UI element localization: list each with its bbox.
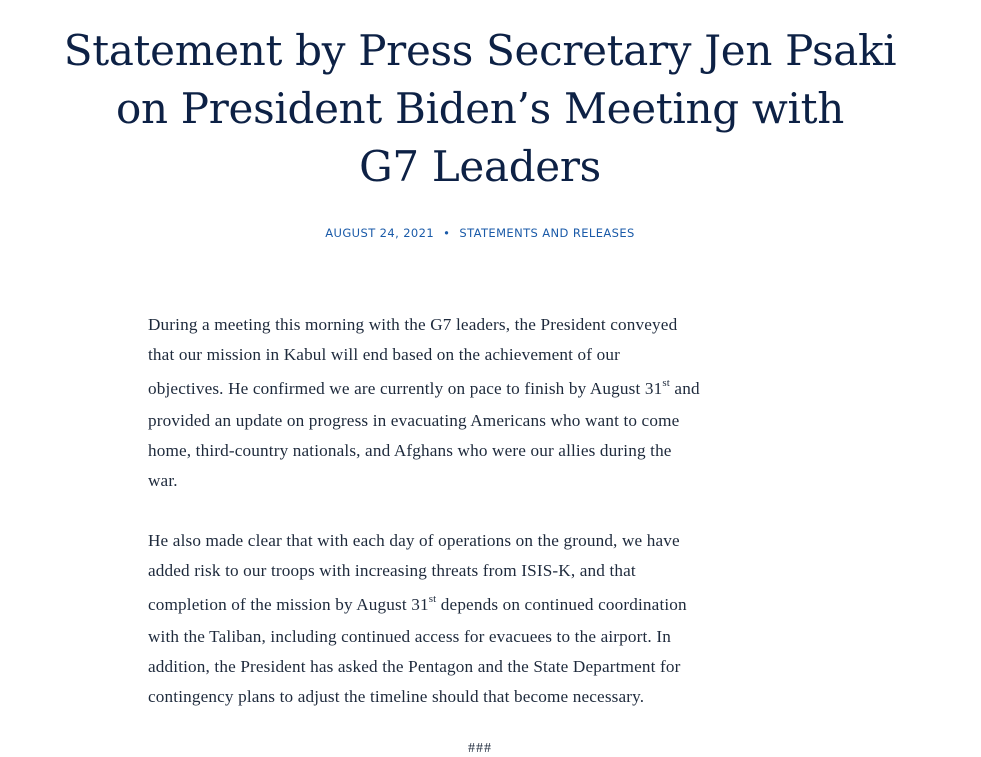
paragraph-2-line-1: He also made clear that with each day of operations on the ground, we have [148,531,680,550]
meta-separator: • [443,226,451,240]
end-mark: ### [468,741,492,756]
paragraph-1-line-5: home, third-country nationals, and Afghans who were our allies during the [148,441,672,460]
ordinal-suffix: st [428,593,437,606]
article-meta [0,226,960,240]
paragraph-1-line-3-text: objectives. He confirmed we are currently on pace to finish by August 31 [148,379,663,398]
page-title [20,22,940,196]
paragraph-gap [148,496,818,526]
paragraph-2-line-5: addition, the President has asked the Pentagon and the State Department for [148,657,681,676]
paragraph-2-line-6: contingency plans to adjust the timeline should that become necessary. [148,687,645,706]
paragraph-1-line-2: that our mission in Kabul will end based on the achievement of our [148,345,620,364]
paragraph-1-line-6: war. [148,471,178,490]
ordinal-suffix: st [662,377,670,390]
paragraph-2-line-4: with the Taliban, including continued access for evacuees to the airport. In [148,627,671,646]
paragraph-1-line-1: During a meeting this morning with the G7 leaders, the President conveyed [148,315,678,334]
paragraph-1 [148,310,818,496]
paragraph-1-line-3-end: and [669,379,700,398]
article-body [148,310,818,712]
publish-date: AUGUST 24, 2021 [325,226,435,240]
category-link[interactable]: STATEMENTS AND RELEASES [459,226,635,240]
paragraph-1-line-3 [148,372,818,406]
paragraph-2-line-3-text: completion of the mission by August 31 [148,595,429,614]
paragraph-2 [148,526,818,712]
paragraph-2-line-2: added risk to our troops with increasing threats from ISIS-K, and that [148,561,636,580]
paragraph-2-line-3-end: depends on continued coordination [436,595,687,614]
paragraph-1-line-4: provided an update on progress in evacuating Americans who want to come [148,411,680,430]
paragraph-2-line-3 [148,588,818,622]
title-line-1: Statement by Press Secretary Jen Psaki [63,26,897,75]
title-line-3: G7 Leaders [359,142,601,191]
title-line-2: on President Biden’s Meeting with [116,84,844,133]
